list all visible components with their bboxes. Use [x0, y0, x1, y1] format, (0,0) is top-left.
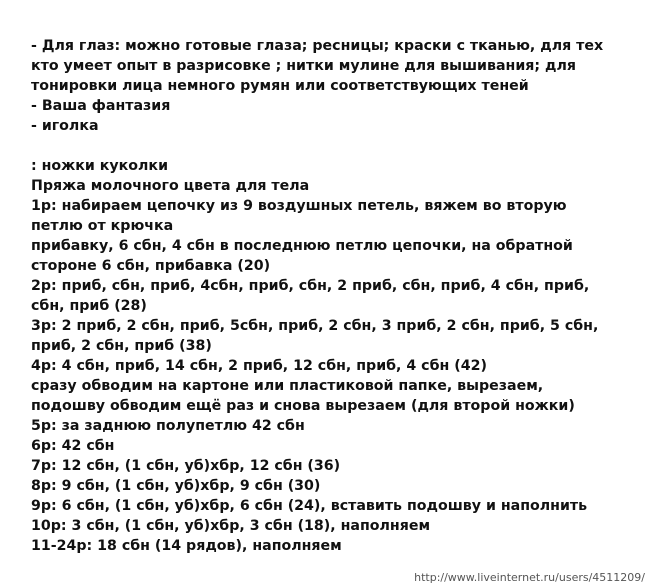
row-instruction: приб, 2 сбн, приб (38) [31, 338, 212, 354]
section-heading: : ножки куколки [31, 158, 169, 174]
pattern-text [31, 36, 631, 556]
row-instruction: 7р: 12 сбн, (1 сбн, уб)хбр, 12 сбн (36) [31, 458, 341, 474]
row-instruction: 8р: 9 сбн, (1 сбн, уб)хбр, 9 сбн (30) [31, 478, 321, 494]
row-instruction: 3р: 2 приб, 2 сбн, приб, 5сбн, приб, 2 сбн, 3 приб, 2 сбн, приб, 5 сбн, [31, 318, 599, 334]
text-line: Пряжа молочного цвета для тела [31, 178, 310, 194]
row-instruction: 2р: приб, сбн, приб, 4сбн, приб, сбн, 2 приб, сбн, приб, 4 сбн, приб, [31, 278, 590, 294]
text-line: - Для глаз: можно готовые глаза; ресницы; краски с тканью, для тех [31, 38, 604, 54]
row-instruction: 9р: 6 сбн, (1 сбн, уб)хбр, 6 сбн (24), вставить подошву и наполнить [31, 498, 588, 514]
text-line: - иголка [31, 118, 99, 134]
text-line: сразу обводим на картоне или пластиковой папке, вырезаем, [31, 378, 544, 394]
row-instruction: стороне 6 сбн, прибавка (20) [31, 258, 271, 274]
row-instruction: 4р: 4 сбн, приб, 14 сбн, 2 приб, 12 сбн, приб, 4 сбн (42) [31, 358, 487, 374]
row-instruction: прибавку, 6 сбн, 4 сбн в последнюю петлю цепочки, на обратной [31, 238, 573, 254]
row-instruction: 10р: 3 сбн, (1 сбн, уб)хбр, 3 сбн (18), наполняем [31, 518, 431, 534]
text-line: подошву обводим ещё раз и снова вырезаем (для второй ножки) [31, 398, 575, 414]
source-watermark: http://www.liveinternet.ru/users/4511209/ [414, 571, 645, 584]
text-line: тонировки лица немного румян или соответствующих теней [31, 78, 529, 94]
row-instruction: петлю от крючка [31, 218, 174, 234]
row-instruction: 1р: набираем цепочку из 9 воздушных петель, вяжем во вторую [31, 198, 567, 214]
blank-line [31, 136, 631, 156]
text-line: - Ваша фантазия [31, 98, 171, 114]
row-instruction: 5р: за заднюю полупетлю 42 сбн [31, 418, 305, 434]
text-line: кто умеет опыт в разрисовке ; нитки мулине для вышивания; для [31, 58, 576, 74]
row-instruction: 11-24р: 18 сбн (14 рядов), наполняем [31, 538, 342, 554]
row-instruction: 6р: 42 сбн [31, 438, 115, 454]
row-instruction: сбн, приб (28) [31, 298, 147, 314]
